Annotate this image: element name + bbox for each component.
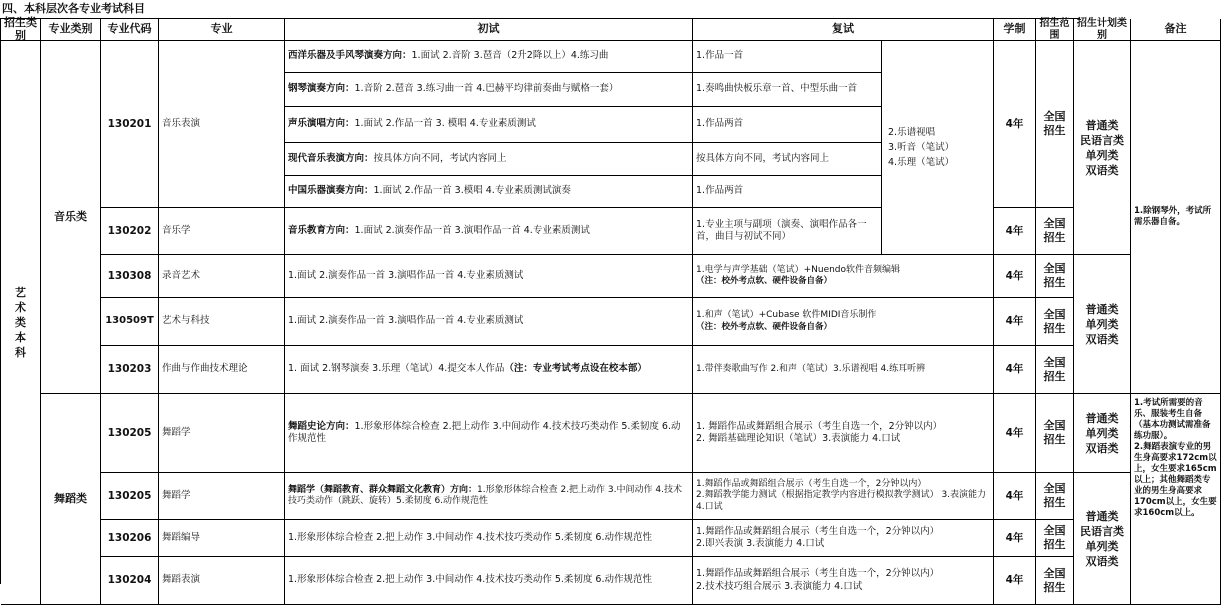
dance-note-1: 1.考试所需要的音乐、服装考生自备（基本功测试需准备练功服）。 bbox=[1134, 398, 1211, 441]
prelim-chinese-instruments bbox=[285, 176, 693, 208]
scope-130201: 全国招生 bbox=[1036, 41, 1074, 208]
duration-130203: 4年 bbox=[994, 346, 1036, 394]
prelim-text: 1.形象形体综合检查 2.把上动作 3.中间动作 4.技术技巧类动作 5.柔韧度 6.动作规范性 bbox=[288, 420, 681, 444]
retest-choreography: 1.舞蹈作品或舞蹈组合展示（考生自选一个，2分钟以内） 2.即兴表演 3.表演能力 4.口试 bbox=[693, 520, 994, 557]
prelim-vocal bbox=[285, 107, 693, 143]
major-code-130204: 130204 bbox=[101, 557, 159, 605]
retest-dance-history: 1. 舞蹈作品或舞蹈组合展示（考生自选一个，2分钟以内） 2. 舞蹈基础理论知识（笔试）3.表演能力 4.口试 bbox=[693, 394, 994, 473]
major-code-130308: 130308 bbox=[101, 255, 159, 298]
retest-modern-music: 按具体方向不同，考试内容同上 bbox=[693, 143, 882, 176]
prelim-dance-education bbox=[285, 473, 693, 520]
dance-notes bbox=[1131, 394, 1221, 605]
dance-note-2: 2.舞蹈表演专业的男生身高要求172cm以上，女生要求165cm以上；其他舞蹈类专业的男生身高要求170cm以上，女生要求160cm以上。 bbox=[1134, 442, 1217, 518]
major-name-dance-studies-b: 舞蹈学 bbox=[159, 473, 285, 520]
scope-130202: 全国招生 bbox=[1036, 208, 1074, 255]
enroll-category-cell: 艺术类本科 bbox=[1, 41, 41, 605]
scope-130509T: 全国招生 bbox=[1036, 298, 1074, 346]
major-code-130205-b: 130205 bbox=[101, 473, 159, 520]
prelim-piano bbox=[285, 73, 693, 107]
direction-title: 舞蹈史论方向： bbox=[288, 420, 355, 432]
scope-130205-a: 全国招生 bbox=[1036, 394, 1074, 473]
header-enroll-category: 招生类别 bbox=[1, 19, 41, 41]
retest-western-instruments: 1.作品一首 bbox=[693, 41, 882, 73]
venue-note: （注：专业考试考点设在校本部） bbox=[504, 363, 647, 375]
retest-composition: 1.带伴奏歌曲写作 2.和声（笔试）3.乐谱视唱 4.练耳听辨 bbox=[693, 346, 994, 394]
prelim-text: 1.面试 2.音阶 3.琶音（2升2降以上）4.练习曲 bbox=[411, 50, 609, 62]
prelim-text: 1.面试 2.作品一首 3.模唱 4.专业素质测试演奏 bbox=[373, 185, 571, 197]
major-name-composition: 作曲与作曲技术理论 bbox=[159, 346, 285, 394]
major-name-musicology: 音乐学 bbox=[159, 208, 285, 255]
header-preliminary: 初试 bbox=[285, 19, 693, 41]
header-plan-category: 招生计划类别 bbox=[1074, 19, 1131, 41]
retest-vocal: 1.作品两首 bbox=[693, 107, 882, 143]
scope-130204: 全国招生 bbox=[1036, 557, 1074, 605]
prelim-music-education bbox=[285, 208, 693, 255]
duration-130201: 4年 bbox=[994, 41, 1036, 208]
prelim-text: 1. 面试 2.钢琴演奏 3.乐理（笔试）4.提交本人作品 bbox=[288, 363, 505, 375]
header-notes: 备注 bbox=[1131, 19, 1221, 41]
retest-chinese-instruments: 1.作品两首 bbox=[693, 176, 882, 208]
major-name-music-performance: 音乐表演 bbox=[159, 41, 285, 208]
plan-category-music-a: 普通类 民语言类 单列类 双语类 bbox=[1074, 41, 1131, 255]
header-duration: 学制 bbox=[994, 19, 1036, 41]
direction-title: 钢琴演奏方向： bbox=[288, 83, 355, 95]
prelim-recording-arts: 1.面试 2.演奏作品一首 3.演唱作品一首 4.专业素质测试 bbox=[285, 255, 693, 298]
prelim-composition bbox=[285, 346, 693, 394]
major-code-130202: 130202 bbox=[101, 208, 159, 255]
dance-category-cell: 舞蹈类 bbox=[41, 394, 101, 605]
retest-music-education: 1.专业主项与副项（演奏、演唱作品各一首，曲目与初试不同） bbox=[693, 208, 882, 255]
prelim-text: 1.形象形体综合检查 2.把上动作 3.中间动作 4.技术技巧类动作（跳跃、旋转）5.柔韧度 6.动作规范性 bbox=[288, 484, 682, 506]
header-retest: 复试 bbox=[693, 19, 994, 41]
prelim-dance-history bbox=[285, 394, 693, 473]
major-code-130203: 130203 bbox=[101, 346, 159, 394]
direction-title: 音乐教育方向： bbox=[288, 224, 355, 236]
direction-title: 西洋乐器及手风琴演奏方向： bbox=[288, 50, 412, 62]
retest-recording-arts bbox=[693, 255, 994, 298]
duration-130202: 4年 bbox=[994, 208, 1036, 255]
scope-130206: 全国招生 bbox=[1036, 520, 1074, 557]
prelim-modern-music bbox=[285, 143, 693, 176]
direction-title: 声乐演唱方向： bbox=[288, 118, 355, 130]
prelim-art-technology: 1.面试 2.演奏作品一首 3.演唱作品一首 4.专业素质测试 bbox=[285, 298, 693, 346]
duration-130205-b: 4年 bbox=[994, 473, 1036, 520]
direction-title: 舞蹈学（舞蹈教育、群众舞蹈文化教育）方向： bbox=[288, 484, 478, 495]
major-name-recording-arts: 录音艺术 bbox=[159, 255, 285, 298]
major-name-dance-performance: 舞蹈表演 bbox=[159, 557, 285, 605]
major-code-130206: 130206 bbox=[101, 520, 159, 557]
retest-text: 1.电学与声学基础（笔试）+Nuendo软件音频编辑 bbox=[696, 264, 901, 275]
retest-piano: 1.奏鸣曲快板乐章一首、中型乐曲一首 bbox=[693, 73, 882, 107]
retest-text: 1.和声（笔试）+Cubase 软件MIDI音乐制作 bbox=[696, 310, 877, 320]
retest-dance-performance: 1.舞蹈作品或舞蹈组合展示（考生自选一个，2分钟以内） 2.技术技巧组合展示 3.表演能力 4.口试 bbox=[693, 557, 994, 605]
prelim-text: 1.面试 2.作品一首 3. 模唱 4.专业素质测试 bbox=[354, 118, 536, 130]
shared-retest-subjects: 2.乐谱视唱 3.听音（笔试） 4.乐理（笔试） bbox=[882, 41, 994, 255]
scope-130203: 全国招生 bbox=[1036, 346, 1074, 394]
duration-130204: 4年 bbox=[994, 557, 1036, 605]
major-code-130201: 130201 bbox=[101, 41, 159, 208]
header-major: 专业 bbox=[159, 19, 285, 41]
duration-130205-a: 4年 bbox=[994, 394, 1036, 473]
header-scope: 招生范围 bbox=[1036, 19, 1074, 41]
music-category-cell: 音乐类 bbox=[41, 41, 101, 394]
prelim-text: 按具体方向不同，考试内容同上 bbox=[373, 152, 507, 164]
equipment-note: （注：校外考点软、硬件设备自备） bbox=[696, 321, 833, 332]
prelim-western-instruments bbox=[285, 41, 693, 73]
prelim-text: 1.音阶 2.琶音 3.练习曲一首 4.巴赫平均律前奏曲与赋格一套） bbox=[354, 83, 619, 95]
retest-art-technology bbox=[693, 298, 994, 346]
section-title: 四、本科层次各专业考试科目 bbox=[2, 2, 145, 15]
prelim-text: 1.面试 2.演奏作品一首 3.演唱作品一首 4.专业素质测试 bbox=[354, 224, 590, 236]
major-code-130509T: 130509T bbox=[101, 298, 159, 346]
major-name-dance-studies-a: 舞蹈学 bbox=[159, 394, 285, 473]
prelim-dance-performance: 1.形象形体综合检查 2.把上动作 3.中间动作 4.技术技巧类动作 5.柔韧度 6.动作规范性 bbox=[285, 557, 693, 605]
exam-subjects-table bbox=[0, 16, 1217, 594]
duration-130509T: 4年 bbox=[994, 298, 1036, 346]
major-name-art-technology: 艺术与科技 bbox=[159, 298, 285, 346]
plan-category-dance-a: 普通类 单列类 双语类 bbox=[1074, 394, 1131, 473]
plan-category-dance-b: 普通类 民语言类 单列类 双语类 bbox=[1074, 473, 1131, 605]
equipment-note: （注：校外考点软、硬件设备自备） bbox=[696, 276, 833, 286]
duration-130206: 4年 bbox=[994, 520, 1036, 557]
direction-title: 中国乐器演奏方向： bbox=[288, 185, 374, 197]
music-notes: 1.除钢琴外，考试所需乐器自备。 bbox=[1131, 41, 1221, 394]
scope-130205-b: 全国招生 bbox=[1036, 473, 1074, 520]
scope-130308: 全国招生 bbox=[1036, 255, 1074, 298]
header-major-code: 专业代码 bbox=[101, 19, 159, 41]
prelim-choreography: 1.形象形体综合检查 2.把上动作 3.中间动作 4.技术技巧类动作 5.柔韧度 6.动作规范性 bbox=[285, 520, 693, 557]
header-major-category: 专业类别 bbox=[41, 19, 101, 41]
major-code-130205-a: 130205 bbox=[101, 394, 159, 473]
duration-130308: 4年 bbox=[994, 255, 1036, 298]
retest-dance-education: 1.舞蹈作品或舞蹈组合展示（考生自选一个，2分钟以内） 2.舞蹈教学能力测试（根据指定教学内容进行模拟教学测试） 3.表演能力 4.口试 bbox=[693, 473, 994, 520]
direction-title: 现代音乐表演方向： bbox=[288, 152, 374, 164]
major-name-choreography: 舞蹈编导 bbox=[159, 520, 285, 557]
plan-category-music-b: 普通类 单列类 双语类 bbox=[1074, 255, 1131, 394]
